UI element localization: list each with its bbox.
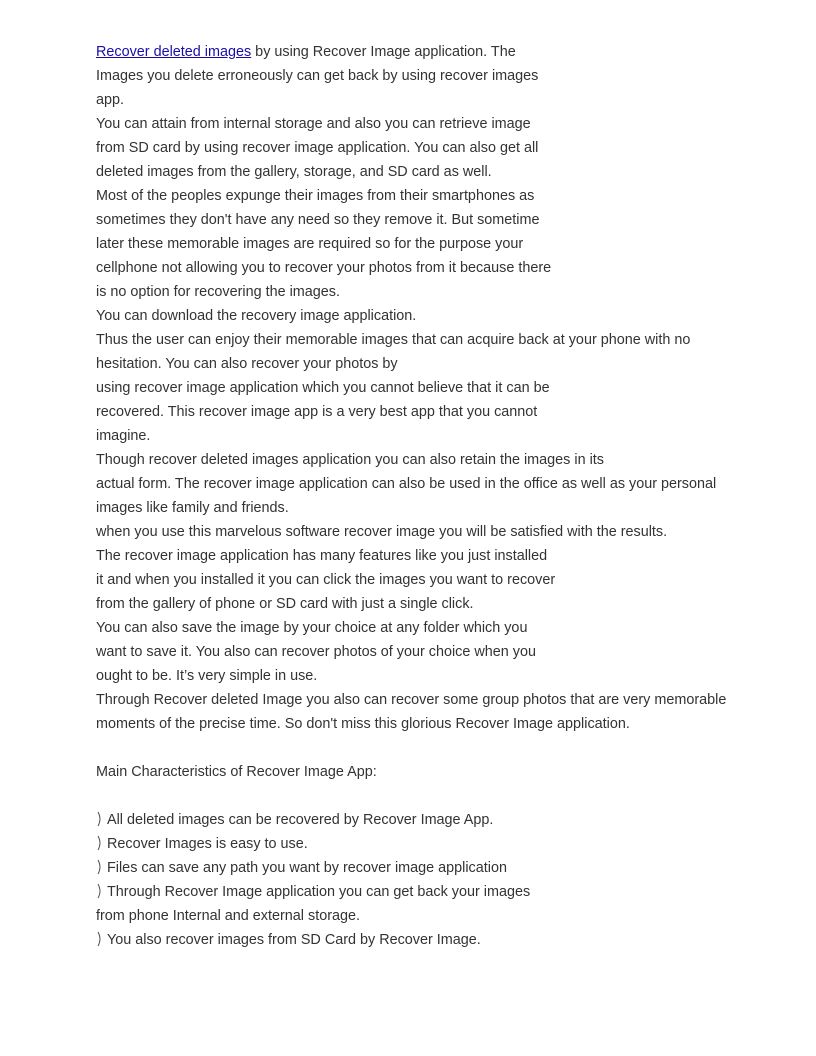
list-item (96, 880, 736, 904)
body-line: Most of the peoples expunge their images from their smartphones as (96, 188, 535, 204)
body-line: ought to be. It’s very simple in use. (96, 668, 318, 684)
bullet-icon (96, 931, 107, 947)
body-line: Through Recover deleted Image you also can recover some group photos that are very memorable (96, 692, 727, 708)
body-line: cellphone not allowing you to recover your photos from it because there (96, 260, 552, 276)
list-item (96, 928, 736, 952)
body-line: later these memorable images are required so for the purpose your (96, 236, 524, 252)
characteristics-heading: Main Characteristics of Recover Image App: (96, 764, 377, 780)
list-item-text: Through Recover Image application you can get back your images (107, 884, 531, 900)
list-item-text: You also recover images from SD Card by Recover Image. (107, 932, 481, 948)
body-line: actual form. The recover image application can also be used in the office as well as your personal (96, 476, 717, 492)
intro-line-text: by using Recover Image application. The (251, 44, 516, 60)
bullet-icon (96, 835, 107, 851)
list-item-continuation: from phone Internal and external storage. (96, 908, 360, 924)
body-line: when you use this marvelous software recover image you will be satisfied with the results. (96, 524, 668, 540)
body-line: You can download the recovery image application. (96, 308, 417, 324)
document-page (96, 40, 736, 952)
body-line: The recover image application has many features like you just installed (96, 548, 548, 564)
body-line: imagine. (96, 428, 151, 444)
intro-line (96, 40, 736, 64)
body-line: recovered. This recover image app is a very best app that you cannot (96, 404, 538, 420)
list-item-text: Recover Images is easy to use. (107, 836, 308, 852)
body-line: want to save it. You also can recover photos of your choice when you (96, 644, 536, 660)
recover-deleted-images-link[interactable]: Recover deleted images (96, 44, 252, 60)
body-line: images like family and friends. (96, 500, 289, 516)
bullet-icon (96, 811, 107, 827)
body-line: hesitation. You can also recover your photos by (96, 356, 398, 372)
body-line: from the gallery of phone or SD card with just a single click. (96, 596, 474, 612)
body-line: moments of the precise time. So don't miss this glorious Recover Image application. (96, 716, 630, 732)
spacer (96, 736, 736, 760)
body-line: You can also save the image by your choice at any folder which you (96, 620, 528, 636)
body-line: is no option for recovering the images. (96, 284, 340, 300)
bullet-icon (96, 859, 107, 875)
body-line: Thus the user can enjoy their memorable images that can acquire back at your phone with no (96, 332, 691, 348)
list-item (96, 808, 736, 832)
body-line: You can attain from internal storage and also you can retrieve image (96, 116, 531, 132)
list-item-text: Files can save any path you want by recover image application (107, 860, 507, 876)
spacer (96, 784, 736, 808)
body-line: app. (96, 92, 125, 108)
list-item-text: All deleted images can be recovered by Recover Image App. (107, 812, 494, 828)
body-line: using recover image application which you cannot believe that it can be (96, 380, 550, 396)
list-item (96, 856, 736, 880)
body-line: Though recover deleted images application you can also retain the images in its (96, 452, 604, 468)
bullet-icon (96, 883, 107, 899)
body-line: sometimes they don't have any need so they remove it. But sometime (96, 212, 540, 228)
body-line: it and when you installed it you can click the images you want to recover (96, 572, 556, 588)
body-line: Images you delete erroneously can get back by using recover images (96, 68, 539, 84)
body-line: deleted images from the gallery, storage, and SD card as well. (96, 164, 492, 180)
list-item (96, 832, 736, 856)
body-line: from SD card by using recover image application. You can also get all (96, 140, 539, 156)
